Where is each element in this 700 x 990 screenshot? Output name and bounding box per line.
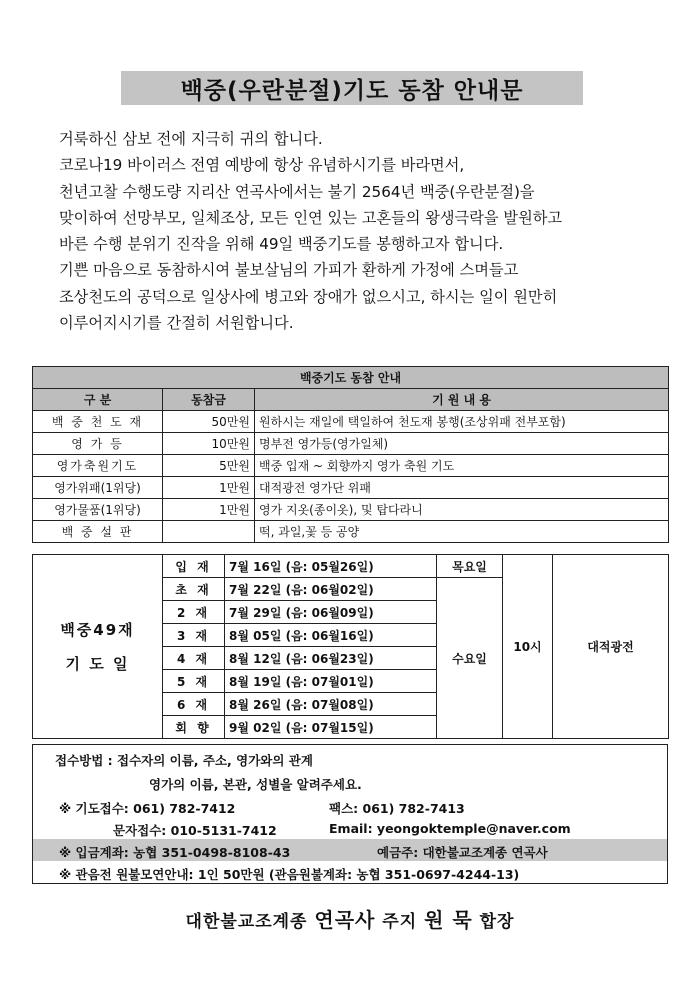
email-text: Email: yeongoktemple@naver.com (329, 821, 571, 836)
round-date: 8월 19일 (음: 07월01일) (225, 670, 437, 693)
intro-line: 기쁜 마음으로 동참하시여 불보살님의 가피가 환하게 가정에 스며들고 (59, 261, 519, 280)
account-holder-text: 예금주: 대한불교조계종 연곡사 (377, 845, 548, 860)
round-date: 7월 22일 (음: 06월02일) (225, 578, 437, 601)
table-row (33, 455, 669, 477)
row-amount: 1만원 (163, 499, 255, 521)
round-date: 7월 16일 (음: 05월26일) (225, 555, 437, 578)
table-header-row (33, 389, 669, 411)
closing-word: 합장 (479, 912, 515, 932)
fax-text: 팩스: 061) 782-7413 (329, 801, 465, 816)
weekday-cell: 수요일 (437, 578, 503, 739)
role-label: 주지 (382, 912, 418, 932)
sms-text: 문자접수: 010-5131-7412 (113, 823, 277, 838)
round-date: 9월 02일 (음: 07월15일) (225, 716, 437, 739)
row-description: 떡, 과일,꽃 등 공양 (255, 521, 669, 543)
row-description: 백중 입재 ~ 회향까지 영가 축원 기도 (255, 455, 669, 477)
signature-line (0, 904, 700, 933)
intro-line: 거룩하신 삼보 전에 지극히 귀의 합니다. (59, 130, 323, 148)
schedule-table (32, 554, 669, 739)
schedule-title-line: 백중49재 (60, 620, 135, 639)
org-name: 대한불교조계종 (185, 912, 308, 932)
round-label: 3 재 (163, 624, 225, 647)
row-category: 영가위패(1위당) (33, 477, 163, 499)
intro-line: 코로나19 바이러스 전염 예방에 항상 유념하시기를 바라면서, (59, 156, 465, 175)
round-label: 5 재 (163, 670, 225, 693)
intro-line: 바른 수행 분위기 진작을 위해 49일 백중기도를 봉행하고자 합니다. (59, 235, 504, 254)
table-row (33, 433, 669, 455)
table-row (33, 411, 669, 433)
account-text: ※ 입금계좌: 농협 351-0498-8108-43 (59, 845, 291, 860)
round-date: 8월 12일 (음: 06월23일) (225, 647, 437, 670)
intro-line: 천년고찰 수행도량 지리산 연곡사에서는 불기 2564년 백중(우란분절)을 (59, 182, 535, 201)
row-amount: 50만원 (163, 411, 255, 433)
row-category: 영가축원기도 (33, 455, 163, 477)
row-category: 백 중 설 판 (33, 521, 163, 543)
row-amount: 10만원 (163, 433, 255, 455)
phone-text: ※ 기도접수: 061) 782-7412 (59, 801, 236, 816)
round-label: 4 재 (163, 647, 225, 670)
row-category: 백 중 천 도 재 (33, 411, 163, 433)
intro-text (59, 126, 679, 336)
intro-line: 조상천도의 공덕으로 일상사에 병고와 장애가 없으시고, 하시는 일이 원만히 (59, 287, 558, 306)
schedule-title (33, 555, 163, 739)
round-label: 초 재 (163, 578, 225, 601)
round-label: 2 재 (163, 601, 225, 624)
round-label: 입 재 (163, 555, 225, 578)
round-date: 8월 26일 (음: 07월08일) (225, 693, 437, 716)
page-title: 백중(우란분절)기도 동참 안내문 (121, 71, 583, 105)
offering-table (32, 366, 669, 543)
lantern-info-text: ※ 관음전 원불모연안내: 1인 50만원 (관음원불계좌: 농협 351-0697-4244-13) (59, 867, 520, 882)
intro-line: 이루어지시기를 간절히 서원합니다. (59, 314, 294, 333)
row-category: 영가물품(1위당) (33, 499, 163, 521)
column-header: 구 분 (33, 389, 163, 411)
table-row (33, 521, 669, 543)
weekday-cell: 목요일 (437, 555, 503, 578)
row-description: 대적광전 영가단 위패 (255, 477, 669, 499)
schedule-row (33, 555, 669, 578)
time-cell: 10시 (503, 555, 553, 739)
row-description: 영가 지옷(종이옷), 및 탑다라니 (255, 499, 669, 521)
column-header: 동참금 (163, 389, 255, 411)
round-date: 8월 05일 (음: 06월16일) (225, 624, 437, 647)
row-amount (163, 521, 255, 543)
row-description: 원하시는 재일에 택일하여 천도재 봉행(조상위패 전부포함) (255, 411, 669, 433)
table-heading-row (33, 367, 669, 389)
column-header: 기 원 내 용 (255, 389, 669, 411)
table-row (33, 477, 669, 499)
intro-line: 맞이하여 선망부모, 일체조상, 모든 인연 있는 고혼들의 왕생극락을 발원하고 (59, 208, 563, 227)
row-category: 영 가 등 (33, 433, 163, 455)
round-label: 회 향 (163, 716, 225, 739)
contact-info-box (32, 744, 668, 884)
abbot-name: 원 묵 (424, 908, 473, 932)
place-cell: 대적광전 (553, 555, 669, 739)
row-amount: 5만원 (163, 455, 255, 477)
method-line: 접수방법 : 접수자의 이름, 주소, 영가와의 관계 (55, 753, 313, 768)
method-line: 영가의 이름, 본관, 성별을 알려주세요. (149, 777, 362, 792)
temple-name: 연곡사 (314, 908, 376, 932)
row-description: 명부전 영가등(영가일체) (255, 433, 669, 455)
schedule-title-line: 기 도 일 (65, 654, 130, 673)
round-label: 6 재 (163, 693, 225, 716)
table-row (33, 499, 669, 521)
round-date: 7월 29일 (음: 06월09일) (225, 601, 437, 624)
row-amount: 1만원 (163, 477, 255, 499)
table-heading: 백중기도 동참 안내 (33, 367, 669, 389)
